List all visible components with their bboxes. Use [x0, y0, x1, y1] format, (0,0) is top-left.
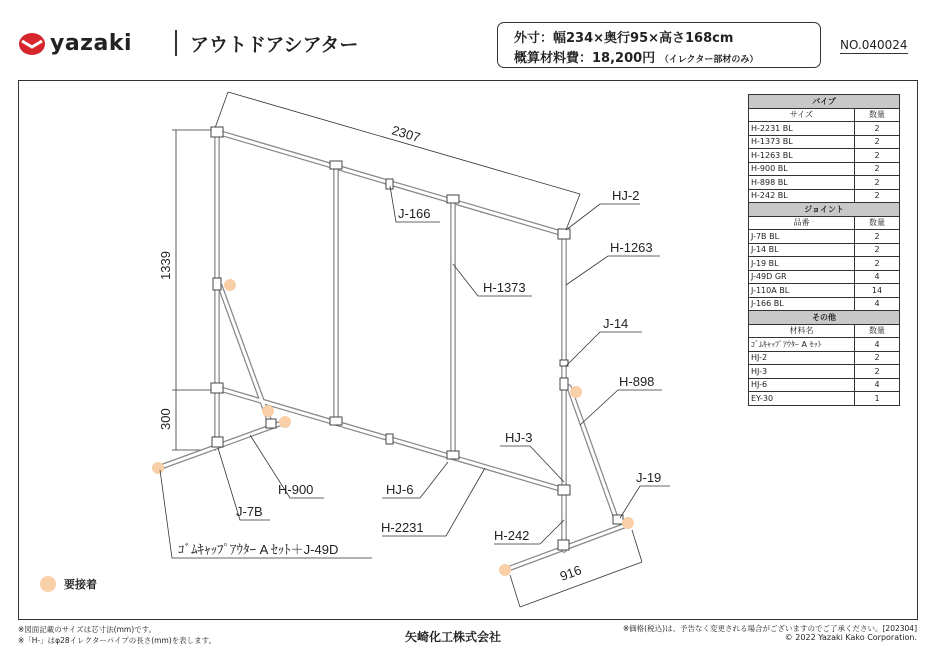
table-column-header: 数量 — [855, 108, 900, 122]
label-h2231: H-2231 — [381, 520, 424, 535]
part-name-cell: J-166 BL — [749, 297, 855, 311]
part-name-cell: H-900 BL — [749, 162, 855, 176]
table-section-header: ジョイント — [749, 203, 900, 217]
copyright: © 2022 Yazaki Kako Corporation. — [784, 633, 917, 642]
leader-lines — [160, 186, 670, 558]
quantity-cell: 4 — [855, 338, 900, 352]
table-column-header: サイズ — [749, 108, 855, 122]
pipes-fill — [158, 132, 629, 570]
dim-1339: 1339 — [158, 251, 173, 280]
dim-line-2307 — [228, 92, 580, 194]
quantity-cell: 14 — [855, 284, 900, 298]
part-name-cell: H-1373 BL — [749, 135, 855, 149]
table-row — [749, 392, 900, 406]
table-row — [749, 122, 900, 136]
part-name-cell: J-110A BL — [749, 284, 855, 298]
part-name-cell: H-898 BL — [749, 176, 855, 190]
dim-916: 916 — [557, 562, 584, 584]
dim-line-916 — [520, 562, 642, 607]
part-name-cell: H-242 BL — [749, 189, 855, 203]
part-name-cell: J-7B BL — [749, 230, 855, 244]
quantity-cell: 2 — [855, 162, 900, 176]
dimensions-text: 外寸：幅234×奥行95×高さ168cm — [514, 31, 734, 46]
label-hj3: HJ-3 — [505, 430, 533, 445]
quantity-cell: 4 — [855, 297, 900, 311]
label-j166: J-166 — [398, 206, 431, 221]
table-row — [749, 243, 900, 257]
parts-table — [748, 94, 900, 406]
quantity-cell: 2 — [855, 257, 900, 271]
legend — [40, 576, 97, 592]
label-j7b: J-7B — [236, 504, 263, 519]
price-note: ※価格(税込)は、予告なく変更される場合がございますのでご了承ください。[202304] — [622, 624, 917, 633]
table-row — [749, 338, 900, 352]
label-j19: J-19 — [636, 470, 662, 485]
table-column-header: 数量 — [855, 324, 900, 338]
table-row — [749, 189, 900, 203]
footer-note-1: ※図面記載のサイズは芯寸法(mm)です。 — [18, 625, 157, 634]
cost-text: 概算材料費：18,200円 — [514, 51, 656, 66]
part-name-cell: H-2231 BL — [749, 122, 855, 136]
quantity-cell: 2 — [855, 189, 900, 203]
table-column-header: 数量 — [855, 216, 900, 230]
quantity-cell: 2 — [855, 135, 900, 149]
part-name-cell: J-49D GR — [749, 270, 855, 284]
label-h1263: H-1263 — [610, 240, 653, 255]
quantity-cell: 2 — [855, 176, 900, 190]
part-name-cell: ｺﾞﾑｷｬｯﾌﾟｱｳﾀｰ A ｾｯﾄ — [749, 338, 855, 352]
part-name-cell: HJ-2 — [749, 351, 855, 365]
quantity-cell: 2 — [855, 230, 900, 244]
label-hj6: HJ-6 — [386, 482, 414, 497]
quantity-cell: 1 — [855, 392, 900, 406]
quantity-cell: 2 — [855, 243, 900, 257]
label-hj2: HJ-2 — [612, 188, 640, 203]
company-name: 矢崎化工株式会社 — [405, 630, 502, 644]
quantity-cell: 2 — [855, 351, 900, 365]
diagram-text — [158, 122, 661, 583]
weld-marker-swatch — [40, 576, 56, 592]
table-row — [749, 270, 900, 284]
table-row — [749, 378, 900, 392]
table-row — [749, 257, 900, 271]
table-row — [749, 351, 900, 365]
table-row — [749, 176, 900, 190]
document-number: NO.040024 — [840, 38, 908, 52]
label-h242: H-242 — [494, 528, 530, 543]
quantity-cell: 2 — [855, 122, 900, 136]
part-name-cell: H-1263 BL — [749, 149, 855, 163]
label-h1373: H-1373 — [483, 280, 526, 295]
brand-name: yazaki — [50, 31, 133, 56]
label-rubber-cap: ｺﾞﾑｷｬｯﾌﾟｱｳﾀｰ A ｾｯﾄ＋J-49D — [178, 542, 339, 557]
part-name-cell: HJ-3 — [749, 365, 855, 379]
dim-300: 300 — [158, 408, 173, 430]
label-h900: H-900 — [278, 482, 314, 497]
page-title: アウトドアシアター — [190, 34, 359, 56]
quantity-cell: 4 — [855, 270, 900, 284]
dim-2307: 2307 — [390, 122, 423, 146]
quantity-cell: 2 — [855, 365, 900, 379]
dim-ext-left — [215, 92, 228, 128]
table-row — [749, 149, 900, 163]
legend-label: 要接着 — [64, 578, 97, 591]
part-name-cell: EY-30 — [749, 392, 855, 406]
cost-note: （イレクター部材のみ） — [659, 55, 759, 65]
table-row — [749, 230, 900, 244]
part-name-cell: HJ-6 — [749, 378, 855, 392]
table-row — [749, 365, 900, 379]
label-h898: H-898 — [619, 374, 655, 389]
table-row — [749, 135, 900, 149]
table-row — [749, 284, 900, 298]
footer-note-2: ※「H-」はφ28イレクターパイプの長さ(mm)を表します。 — [18, 636, 217, 645]
label-j14: J-14 — [603, 316, 629, 331]
table-column-header: 材料名 — [749, 324, 855, 338]
quantity-cell: 4 — [855, 378, 900, 392]
pipes-outline — [158, 132, 629, 570]
table-section-header: その他 — [749, 311, 900, 325]
part-name-cell: J-19 BL — [749, 257, 855, 271]
table-column-header: 品番 — [749, 216, 855, 230]
table-row — [749, 297, 900, 311]
quantity-cell: 2 — [855, 149, 900, 163]
part-name-cell: J-14 BL — [749, 243, 855, 257]
dim-ext-base-left — [510, 575, 520, 607]
dim-ext-base-right — [632, 530, 642, 562]
table-row — [749, 162, 900, 176]
table-section-header: パイプ — [749, 95, 900, 109]
